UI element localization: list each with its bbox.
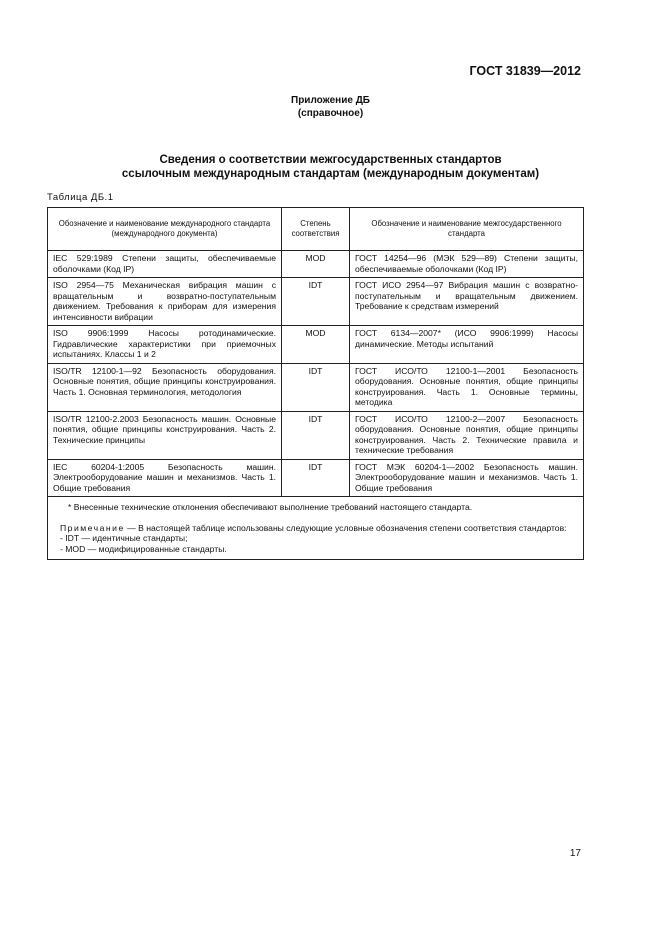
cell-degree: MOD: [282, 326, 350, 364]
cell-interstate-standard: ГОСТ МЭК 60204-1—2002 Безопасность машин. Электрооборудование машин и механизмов. Часть 1. Общие требования: [350, 459, 584, 497]
table-row: [48, 278, 584, 326]
cell-degree: MOD: [282, 251, 350, 278]
table-notes-row: [48, 497, 584, 560]
note-item: - IDT — идентичные стандарты;: [60, 533, 188, 543]
table-caption: Таблица ДБ.1: [47, 192, 114, 203]
table-row: [48, 363, 584, 411]
table-header-row: [48, 208, 584, 251]
cell-interstate-standard: ГОСТ ИСО 2954—97 Вибрация машин с возвратно-поступательным и вращательным движением. Требование к средствам измерений: [350, 278, 584, 326]
note-text: — В настоящей таблице использованы следующие условные обозначения степени соответствия стандартов:: [124, 522, 567, 533]
cell-interstate-standard: ГОСТ 6134—2007* (ИСО 9906:1999) Насосы динамические. Методы испытаний: [350, 326, 584, 364]
cell-international-standard: ISO/TR 12100-1—92 Безопасность оборудования. Основные понятия, общие принципы конструирования. Часть 1. Основная терминология, методология: [48, 363, 282, 411]
table-row: [48, 251, 584, 278]
cell-interstate-standard: ГОСТ 14254—96 (МЭК 529—89) Степени защиты, обеспечиваемые оболочками (Код IP): [350, 251, 584, 278]
cell-international-standard: IEC 529:1989 Степени защиты, обеспечиваемые оболочками (Код IP): [48, 251, 282, 278]
cell-degree: IDT: [282, 278, 350, 326]
correspondence-table-container: [47, 207, 583, 560]
appendix-subtitle: (справочное): [297, 108, 364, 119]
document-title-line-1: Сведения о соответствии межгосударственных стандартов: [159, 154, 502, 166]
note-label: Примечание: [60, 522, 125, 533]
note-item: - MOD — модифицированные стандарты.: [60, 543, 227, 554]
header-interstate-standard: Обозначение и наименование межгосударственного стандарта: [350, 208, 584, 251]
document-title-line-2: ссылочным международным стандартам (международным документам): [121, 168, 540, 180]
header-international-standard: Обозначение и наименование международного стандарта (международного документа): [48, 208, 282, 251]
table-footnote: * Внесенные технические отклонения обеспечивают выполнение требований настоящего стандарта.: [68, 502, 473, 512]
appendix-heading: [0, 94, 661, 120]
cell-degree: IDT: [282, 459, 350, 497]
page-number: 17: [569, 848, 581, 859]
table-row: [48, 326, 584, 364]
cell-international-standard: ISO/TR 12100-2.2003 Безопасность машин. Основные понятия, общие принципы конструирования. Часть 2. Технические принципы: [48, 411, 282, 459]
cell-degree: IDT: [282, 411, 350, 459]
cell-international-standard: IEC 60204-1:2005 Безопасность машин. Электрооборудование машин и механизмов. Часть 1. Общие требования: [48, 459, 282, 497]
document-code: ГОСТ 31839—2012: [469, 64, 581, 78]
correspondence-table: [47, 207, 584, 560]
cell-interstate-standard: ГОСТ ИСО/ТО 12100-2—2007 Безопасность оборудования. Основные понятия, общие принципы конструирования. Часть 2. Технические правила и технические требования: [350, 411, 584, 459]
table-row: [48, 411, 584, 459]
header-degree: Степень соответствия: [282, 208, 350, 251]
cell-interstate-standard: ГОСТ ИСО/ТО 12100-1—2001 Безопасность оборудования. Основные понятия, общие принципы конструирования. Часть 1. Основные термины, методика: [350, 363, 584, 411]
appendix-title: Приложение ДБ: [291, 95, 370, 106]
cell-degree: IDT: [282, 363, 350, 411]
document-title: [0, 153, 661, 181]
table-note: [56, 523, 575, 534]
table-notes: [48, 497, 584, 560]
cell-international-standard: ISO 2954—75 Механическая вибрация машин с вращательным и возвратно-поступательным движением. Требования к приборам для измерения интенсивности вибрации: [48, 278, 282, 326]
table-row: [48, 459, 584, 497]
cell-international-standard: ISO 9906:1999 Насосы ротодинамические. Гидравлические характеристики при приемочных испытаниях. Классы 1 и 2: [48, 326, 282, 364]
